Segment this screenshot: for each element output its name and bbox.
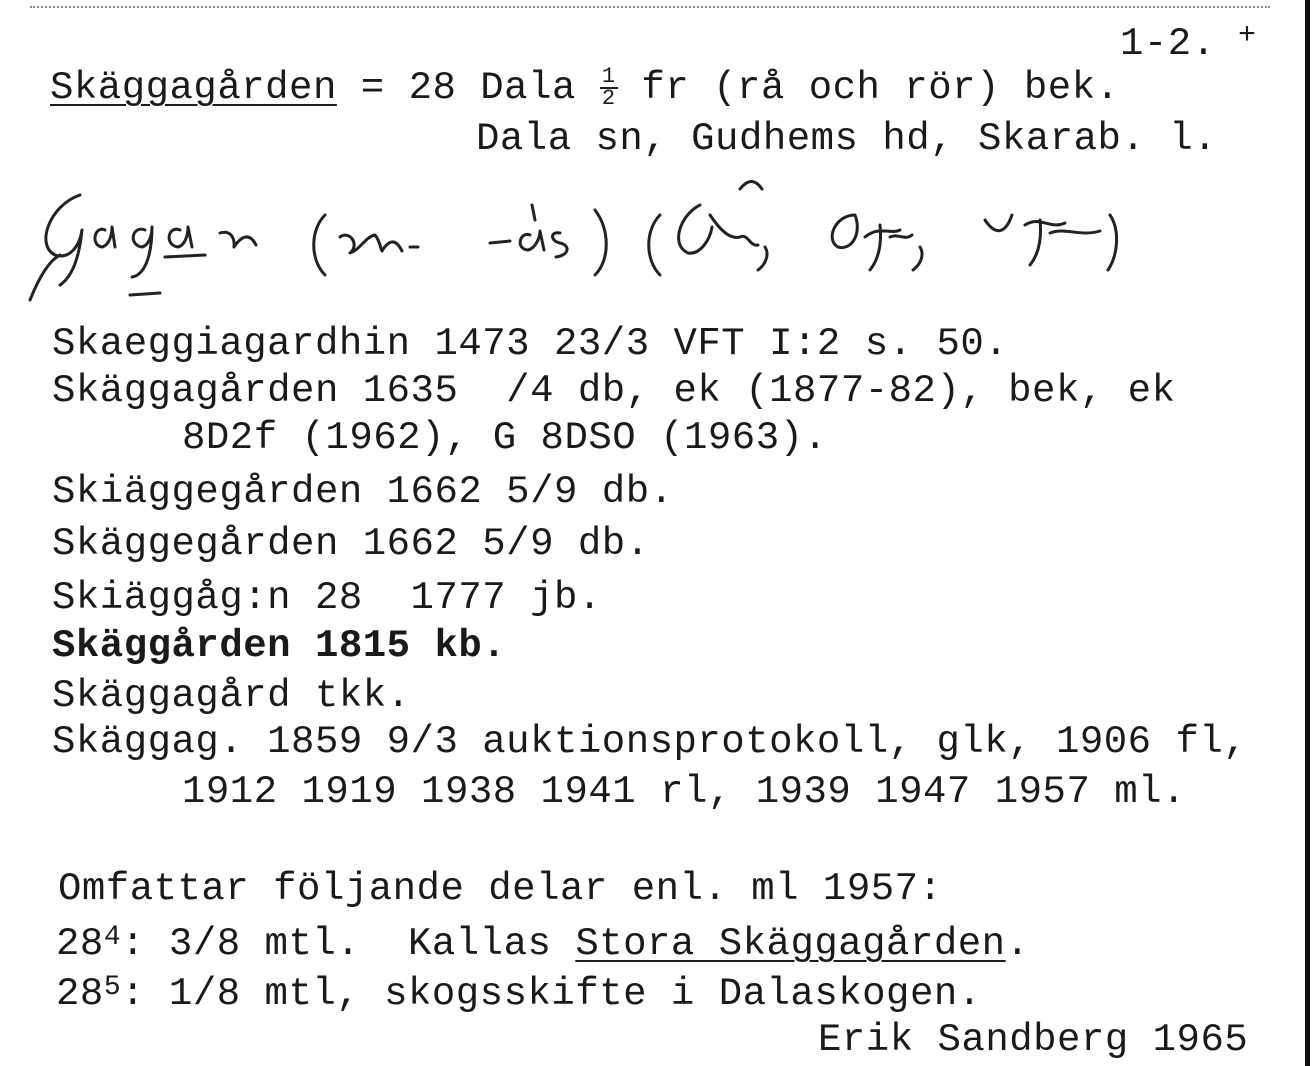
entry-1859-cont: 1912 1919 1938 1941 rl, 1939 1947 1957 ml. bbox=[182, 770, 1186, 814]
stora-skaggagarden: Stora Skäggagården bbox=[575, 922, 1006, 966]
card-edge bbox=[1305, 0, 1310, 1066]
entry-1635: Skäggagården 1635 /4 db, ek (1877-82), bek, ek bbox=[52, 369, 1176, 413]
signature: Erik Sandberg 1965 bbox=[818, 1018, 1249, 1062]
part-284: $28^4$: 3/8 mtl. Kallas Stora Skäggagården. bbox=[56, 922, 1030, 966]
parts-intro: Omfattar följande delar enl. ml 1957: bbox=[58, 867, 943, 911]
entry-tkk: Skäggagård tkk. bbox=[52, 674, 411, 718]
entry-1815: Skäggården 1815 kb. bbox=[52, 624, 507, 668]
entry-1635-cont: 8D2f (1962), G 8DSO (1963). bbox=[182, 416, 828, 460]
part-285: $28^5$: 1/8 mtl, skogsskifte i Dalaskogen. bbox=[56, 972, 982, 1016]
corner-mark: + bbox=[1238, 19, 1257, 53]
location-line: Dala sn, Gudhems hd, Skarab. l. bbox=[476, 117, 1218, 161]
handwritten-pronunciation bbox=[20, 175, 1120, 305]
place-name: Skäggagården bbox=[50, 66, 337, 110]
header-line: Skäggagården = 28 Dala $\frac{1}{2}$ fr (rå och rör) bek. bbox=[50, 63, 1120, 111]
entry-1662-a: Skiäggegården 1662 5/9 db. bbox=[52, 470, 674, 514]
entry-1662-b: Skäggegården 1662 5/9 db. bbox=[52, 522, 650, 566]
entry-1859: Skäggag. 1859 9/3 auktionsprotokoll, glk, 1906 fl, bbox=[52, 720, 1248, 764]
page-ref: 1-2. bbox=[1120, 22, 1216, 66]
entry-1473: Skaeggiagardhin 1473 23/3 VFT I:2 s. 50. bbox=[52, 322, 1009, 366]
top-edge-dots bbox=[30, 6, 1270, 14]
fraction: $\frac{1}{2}$ bbox=[601, 63, 616, 111]
entry-1777: Skiäggåg:n 28 1777 jb. bbox=[52, 576, 602, 620]
